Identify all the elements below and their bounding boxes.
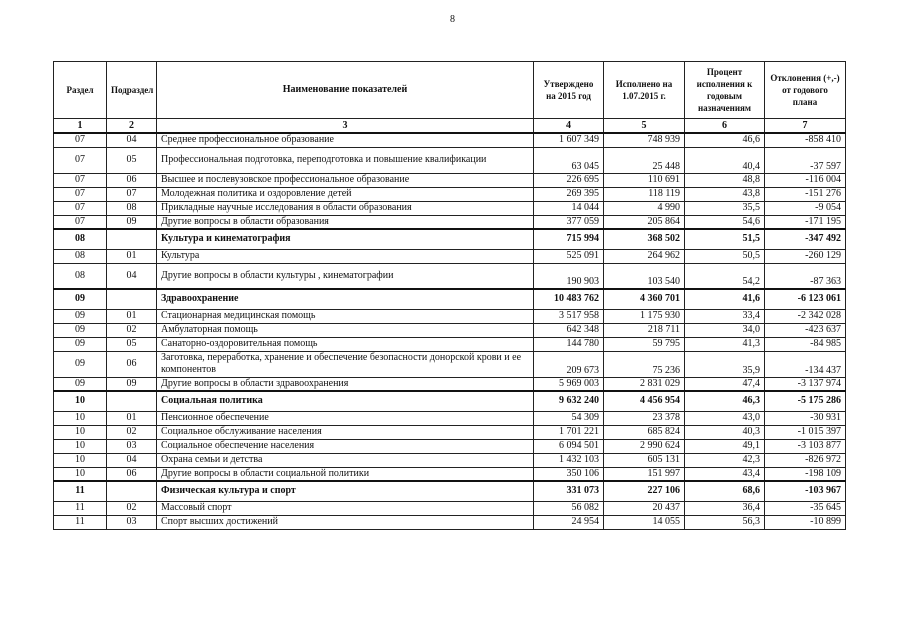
column-number: 2 [107,119,157,134]
cell-podrazdel: 04 [107,133,157,147]
cell-approved: 1 607 349 [534,133,604,147]
table-body [54,133,846,529]
cell-razdel: 07 [54,215,107,229]
column-number: 1 [54,119,107,134]
cell-deviation: -9 054 [765,201,846,215]
table-row [54,263,846,289]
cell-deviation: -858 410 [765,133,846,147]
column-number: 3 [157,119,534,134]
cell-executed: 23 378 [604,411,685,425]
column-number: 7 [765,119,846,134]
cell-podrazdel [107,481,157,501]
cell-approved: 10 483 762 [534,289,604,309]
cell-razdel: 10 [54,453,107,467]
cell-deviation: -2 342 028 [765,309,846,323]
cell-podrazdel: 01 [107,411,157,425]
page-number: 8 [450,14,455,25]
column-number: 5 [604,119,685,134]
cell-approved: 377 059 [534,215,604,229]
cell-percent: 40,3 [685,425,765,439]
column-numbers-row [54,119,846,134]
cell-razdel: 08 [54,249,107,263]
cell-razdel: 07 [54,201,107,215]
budget-table [53,61,846,530]
cell-deviation: -826 972 [765,453,846,467]
cell-percent: 43,0 [685,411,765,425]
cell-executed: 59 795 [604,337,685,351]
section-row [54,229,846,249]
cell-name: Амбулаторная помощь [157,323,534,337]
cell-executed: 205 864 [604,215,685,229]
cell-name: Санаторно-оздоровительная помощь [157,337,534,351]
cell-deviation: -35 645 [765,501,846,515]
cell-podrazdel: 04 [107,453,157,467]
cell-name: Физическая культура и спорт [157,481,534,501]
cell-percent: 46,3 [685,391,765,411]
cell-name: Стационарная медицинская помощь [157,309,534,323]
cell-name: Прикладные научные исследования в области образования [157,201,534,215]
cell-name: Молодежная политика и оздоровление детей [157,187,534,201]
cell-podrazdel: 09 [107,377,157,391]
cell-razdel: 11 [54,481,107,501]
cell-executed: 110 691 [604,173,685,187]
cell-percent: 41,6 [685,289,765,309]
cell-podrazdel: 03 [107,515,157,529]
cell-approved: 24 954 [534,515,604,529]
cell-executed: 4 990 [604,201,685,215]
cell-razdel: 07 [54,133,107,147]
table-row [54,467,846,481]
cell-executed: 368 502 [604,229,685,249]
cell-executed: 25 448 [604,147,685,173]
cell-name: Здравоохранение [157,289,534,309]
section-row [54,481,846,501]
table-row [54,501,846,515]
table-row [54,147,846,173]
cell-approved: 1 701 221 [534,425,604,439]
cell-approved: 6 094 501 [534,439,604,453]
cell-razdel: 10 [54,467,107,481]
table-row [54,515,846,529]
cell-razdel: 07 [54,173,107,187]
cell-deviation: -1 015 397 [765,425,846,439]
cell-podrazdel: 01 [107,249,157,263]
cell-deviation: -151 276 [765,187,846,201]
cell-name: Массовый спорт [157,501,534,515]
cell-podrazdel: 09 [107,215,157,229]
table-row [54,439,846,453]
cell-podrazdel: 05 [107,147,157,173]
cell-deviation: -87 363 [765,263,846,289]
cell-percent: 50,5 [685,249,765,263]
cell-name: Другие вопросы в области культуры , кинематографии [157,263,534,289]
cell-percent: 40,4 [685,147,765,173]
cell-percent: 42,3 [685,453,765,467]
cell-razdel: 10 [54,391,107,411]
cell-podrazdel [107,391,157,411]
cell-percent: 35,9 [685,351,765,377]
header-executed: Исполнено на 1.07.2015 г. [604,62,685,119]
cell-approved: 525 091 [534,249,604,263]
cell-razdel: 10 [54,439,107,453]
table-row [54,173,846,187]
table-row [54,425,846,439]
table-row [54,249,846,263]
cell-deviation: -103 967 [765,481,846,501]
cell-executed: 4 360 701 [604,289,685,309]
cell-approved: 9 632 240 [534,391,604,411]
cell-razdel: 11 [54,501,107,515]
cell-deviation: -30 931 [765,411,846,425]
cell-approved: 54 309 [534,411,604,425]
cell-deviation: -10 899 [765,515,846,529]
header-podrazdel: Подраздел [107,62,157,119]
cell-approved: 63 045 [534,147,604,173]
cell-approved: 56 082 [534,501,604,515]
column-number: 6 [685,119,765,134]
cell-executed: 4 456 954 [604,391,685,411]
cell-percent: 46,6 [685,133,765,147]
cell-podrazdel [107,229,157,249]
header-razdel: Раздел [54,62,107,119]
cell-executed: 151 997 [604,467,685,481]
cell-name: Другие вопросы в области социальной политики [157,467,534,481]
cell-podrazdel: 07 [107,187,157,201]
header-name: Наименование показателей [157,62,534,119]
cell-approved: 331 073 [534,481,604,501]
cell-podrazdel: 05 [107,337,157,351]
table-row [54,215,846,229]
cell-deviation: -3 137 974 [765,377,846,391]
table-row [54,453,846,467]
cell-razdel: 09 [54,337,107,351]
cell-executed: 264 962 [604,249,685,263]
cell-razdel: 09 [54,377,107,391]
cell-name: Профессиональная подготовка, переподготовка и повышение квалификации [157,147,534,173]
cell-podrazdel: 01 [107,309,157,323]
cell-percent: 49,1 [685,439,765,453]
cell-executed: 2 990 624 [604,439,685,453]
cell-executed: 20 437 [604,501,685,515]
cell-deviation: -37 597 [765,147,846,173]
cell-razdel: 08 [54,263,107,289]
cell-approved: 642 348 [534,323,604,337]
cell-podrazdel: 03 [107,439,157,453]
cell-razdel: 10 [54,425,107,439]
cell-deviation: -171 195 [765,215,846,229]
section-row [54,391,846,411]
cell-razdel: 11 [54,515,107,529]
cell-percent: 47,4 [685,377,765,391]
table-row [54,411,846,425]
cell-name: Социальное обслуживание населения [157,425,534,439]
cell-executed: 685 824 [604,425,685,439]
column-number: 4 [534,119,604,134]
cell-podrazdel [107,289,157,309]
table-row [54,337,846,351]
table-row [54,187,846,201]
cell-executed: 118 119 [604,187,685,201]
cell-podrazdel: 02 [107,501,157,515]
cell-deviation: -84 985 [765,337,846,351]
cell-percent: 43,4 [685,467,765,481]
cell-percent: 43,8 [685,187,765,201]
cell-executed: 1 175 930 [604,309,685,323]
cell-percent: 48,8 [685,173,765,187]
cell-percent: 33,4 [685,309,765,323]
cell-podrazdel: 02 [107,425,157,439]
cell-deviation: -116 004 [765,173,846,187]
cell-approved: 1 432 103 [534,453,604,467]
cell-podrazdel: 04 [107,263,157,289]
cell-executed: 748 939 [604,133,685,147]
section-row [54,289,846,309]
cell-percent: 56,3 [685,515,765,529]
cell-executed: 2 831 029 [604,377,685,391]
table-row [54,133,846,147]
cell-name: Культура [157,249,534,263]
cell-name: Социальная политика [157,391,534,411]
header-approved: Утверждено на 2015 год [534,62,604,119]
cell-podrazdel: 06 [107,351,157,377]
cell-approved: 190 903 [534,263,604,289]
cell-razdel: 09 [54,323,107,337]
cell-name: Высшее и послевузовское профессиональное образование [157,173,534,187]
cell-name: Социальное обеспечение населения [157,439,534,453]
cell-approved: 5 969 003 [534,377,604,391]
cell-podrazdel: 06 [107,173,157,187]
cell-executed: 218 711 [604,323,685,337]
cell-deviation: -423 637 [765,323,846,337]
cell-percent: 41,3 [685,337,765,351]
cell-approved: 14 044 [534,201,604,215]
table-row [54,201,846,215]
cell-name: Другие вопросы в области образования [157,215,534,229]
cell-razdel: 08 [54,229,107,249]
table-row [54,323,846,337]
cell-percent: 54,2 [685,263,765,289]
cell-podrazdel: 06 [107,467,157,481]
cell-executed: 75 236 [604,351,685,377]
cell-name: Среднее профессиональное образование [157,133,534,147]
cell-razdel: 07 [54,147,107,173]
cell-approved: 350 106 [534,467,604,481]
cell-percent: 36,4 [685,501,765,515]
cell-name: Заготовка, переработка, хранение и обеспечение безопасности донорской крови и ее компонентов [157,351,534,377]
cell-deviation: -3 103 877 [765,439,846,453]
cell-approved: 144 780 [534,337,604,351]
cell-razdel: 09 [54,289,107,309]
cell-razdel: 07 [54,187,107,201]
cell-razdel: 10 [54,411,107,425]
table-row [54,351,846,377]
cell-percent: 54,6 [685,215,765,229]
cell-razdel: 09 [54,309,107,323]
cell-percent: 35,5 [685,201,765,215]
cell-executed: 605 131 [604,453,685,467]
cell-approved: 209 673 [534,351,604,377]
cell-deviation: -198 109 [765,467,846,481]
header-percent: Процент исполнения к годовым назначениям [685,62,765,119]
table-row [54,377,846,391]
cell-name: Спорт высших достижений [157,515,534,529]
cell-percent: 68,6 [685,481,765,501]
cell-approved: 226 695 [534,173,604,187]
cell-deviation: -347 492 [765,229,846,249]
cell-executed: 227 106 [604,481,685,501]
header-deviation: Отклонения (+,-) от годового плана [765,62,846,119]
cell-percent: 51,5 [685,229,765,249]
cell-deviation: -6 123 061 [765,289,846,309]
cell-podrazdel: 08 [107,201,157,215]
cell-approved: 715 994 [534,229,604,249]
cell-deviation: -134 437 [765,351,846,377]
cell-deviation: -5 175 286 [765,391,846,411]
header-row [54,62,846,119]
cell-razdel: 09 [54,351,107,377]
cell-name: Другие вопросы в области здравоохранения [157,377,534,391]
cell-percent: 34,0 [685,323,765,337]
cell-podrazdel: 02 [107,323,157,337]
cell-approved: 3 517 958 [534,309,604,323]
cell-name: Пенсионное обеспечение [157,411,534,425]
cell-approved: 269 395 [534,187,604,201]
cell-executed: 14 055 [604,515,685,529]
cell-name: Охрана семьи и детства [157,453,534,467]
cell-executed: 103 540 [604,263,685,289]
table-row [54,309,846,323]
cell-deviation: -260 129 [765,249,846,263]
cell-name: Культура и кинематография [157,229,534,249]
